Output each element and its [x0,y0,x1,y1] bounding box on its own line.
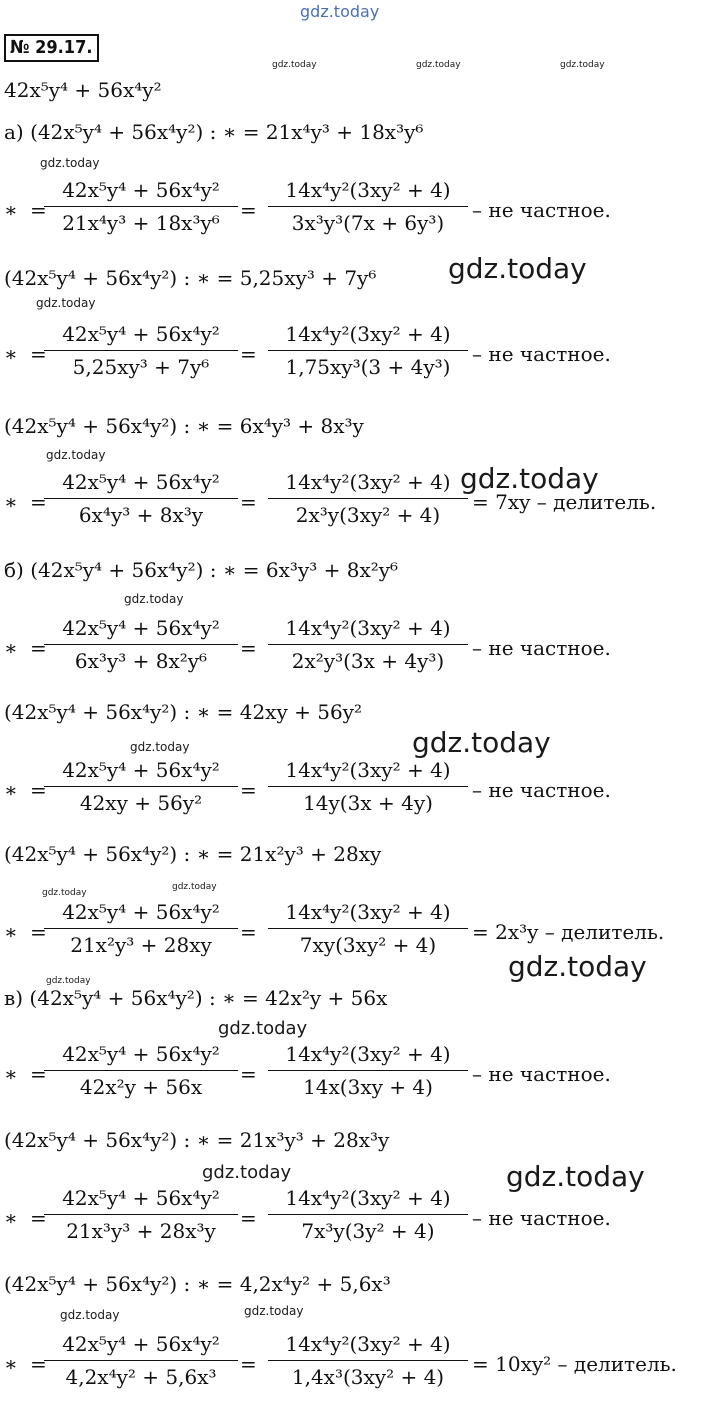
watermark: gdz.today [218,1018,308,1039]
denominator: 4,2x⁴y² + 5,6x³ [65,1365,217,1389]
equals-sign: = [30,1352,47,1376]
denominator: 14x(3xy + 4) [303,1075,433,1099]
equals-sign: = [240,1062,257,1086]
denominator: 14y(3x + 4y) [303,791,433,815]
part-header [4,414,364,438]
fraction-bar [268,644,468,645]
denominator: 6x⁴y³ + 8x³y [78,503,204,527]
equals-sign: = [240,1206,257,1230]
fraction-bar [44,498,238,499]
watermark: gdz.today [124,592,184,606]
numerator: 14x⁴y²(3xy² + 4) [285,616,451,640]
equals-sign: = [240,342,257,366]
equals-sign: = [30,198,47,222]
fraction-original [44,468,238,529]
division-statement: (42x⁵y⁴ + 56x⁴y²) : ∗ = 21x²y³ + 28xy [4,842,382,866]
watermark: gdz.today [448,252,587,285]
fraction-factored [268,1184,468,1245]
equals-sign: = [30,490,47,514]
part-header [4,986,387,1010]
watermark: gdz.today [272,60,317,70]
numerator: 42x⁵y⁴ + 56x⁴y² [62,470,220,494]
denominator: 7x³y(3y² + 4) [301,1219,435,1243]
fraction-factored [268,320,468,381]
denominator: 1,4x³(3xy² + 4) [291,1365,445,1389]
division-statement: (42x⁵y⁴ + 56x⁴y²) : ∗ = 42x²y + 56x [29,986,388,1010]
equals-sign: = [30,1206,47,1230]
fraction-factored [268,176,468,237]
fraction-original [44,1184,238,1245]
equals-sign: = [240,1352,257,1376]
denominator: 7xy(3xy² + 4) [299,933,437,957]
fraction-bar [44,644,238,645]
fraction-bar [268,1360,468,1361]
fraction-bar [268,206,468,207]
division-statement: (42x⁵y⁴ + 56x⁴y²) : ∗ = 4,2x⁴y² + 5,6x³ [4,1272,391,1296]
division-statement: (42x⁵y⁴ + 56x⁴y²) : ∗ = 6x⁴y³ + 8x³y [4,414,364,438]
fraction-factored [268,614,468,675]
numerator: 42x⁵y⁴ + 56x⁴y² [62,178,220,202]
fraction-original [44,1330,238,1391]
fraction-bar [268,928,468,929]
division-statement: (42x⁵y⁴ + 56x⁴y²) : ∗ = 21x⁴y³ + 18x³y⁶ [30,120,424,144]
part-label: в) [4,986,24,1010]
numerator: 42x⁵y⁴ + 56x⁴y² [62,616,220,640]
fraction-bar [44,1214,238,1215]
fraction-factored [268,468,468,529]
problem-number: № 29.17. [4,34,99,62]
equation-row [0,1040,706,1114]
conclusion: – не частное. [472,1062,611,1086]
equals-sign: = [30,636,47,660]
denominator: 21x³y³ + 28x³y [66,1219,216,1243]
denominator: 1,75xy³(3 + 4y³) [285,355,451,379]
part-header [4,266,376,290]
watermark: gdz.today [36,296,96,310]
watermark: gdz.today [60,1308,120,1322]
watermark: gdz.today [40,156,100,170]
equals-sign: = [30,342,47,366]
star-symbol: ∗ [4,1062,18,1086]
star-symbol: ∗ [4,1206,18,1230]
numerator: 14x⁴y²(3xy² + 4) [285,1186,451,1210]
equals-sign: = [30,920,47,944]
equation-row [0,320,706,394]
star-symbol: ∗ [4,198,18,222]
fraction-bar [268,1214,468,1215]
watermark: gdz.today [130,740,190,754]
fraction-original [44,898,238,959]
numerator: 42x⁵y⁴ + 56x⁴y² [62,1332,220,1356]
fraction-bar [44,350,238,351]
fraction-original [44,756,238,817]
numerator: 42x⁵y⁴ + 56x⁴y² [62,322,220,346]
fraction-original [44,614,238,675]
fraction-bar [44,786,238,787]
equation-row [0,756,706,830]
part-header [4,700,362,724]
watermark: gdz.today [202,1162,292,1183]
numerator: 42x⁵y⁴ + 56x⁴y² [62,758,220,782]
denominator: 5,25xy³ + 7y⁶ [72,355,210,379]
equals-sign: = [240,778,257,802]
equation-row [0,614,706,688]
given-expression: 42x⁵y⁴ + 56x⁴y² [4,78,162,102]
equation-row [0,468,706,542]
conclusion: – не частное. [472,778,611,802]
watermark: gdz.today [46,448,106,462]
equation-row [0,1184,706,1258]
denominator: 3x³y³(7x + 6y³) [291,211,445,235]
star-symbol: ∗ [4,490,18,514]
denominator: 42xy + 56y² [79,791,203,815]
part-header [4,1272,391,1296]
watermark: gdz.today [42,888,87,898]
watermark: gdz.today [506,1160,645,1193]
watermark: gdz.today [560,60,605,70]
star-symbol: ∗ [4,1352,18,1376]
fraction-factored [268,898,468,959]
watermark: gdz.today [172,882,217,892]
fraction-bar [268,786,468,787]
numerator: 14x⁴y²(3xy² + 4) [285,322,451,346]
equals-sign: = [30,778,47,802]
denominator: 6x³y³ + 8x²y⁶ [74,649,208,673]
equals-sign: = [30,1062,47,1086]
fraction-factored [268,1330,468,1391]
conclusion: = 10xy² – делитель. [472,1352,677,1376]
equation-row [0,1330,706,1404]
denominator: 2x²y³(3x + 4y³) [291,649,445,673]
numerator: 42x⁵y⁴ + 56x⁴y² [62,1042,220,1066]
fraction-bar [44,206,238,207]
conclusion: – не частное. [472,342,611,366]
fraction-bar [44,1070,238,1071]
equals-sign: = [240,920,257,944]
equation-row [0,176,706,250]
conclusion: – не частное. [472,198,611,222]
fraction-factored [268,1040,468,1101]
part-header [4,1128,389,1152]
conclusion: = 2x³y – делитель. [472,920,665,944]
fraction-bar [44,928,238,929]
star-symbol: ∗ [4,636,18,660]
division-statement: (42x⁵y⁴ + 56x⁴y²) : ∗ = 42xy + 56y² [4,700,362,724]
part-header [4,120,423,144]
part-label: б) [4,558,24,582]
denominator: 21x²y³ + 28xy [70,933,212,957]
fraction-bar [268,350,468,351]
equals-sign: = [240,490,257,514]
numerator: 14x⁴y²(3xy² + 4) [285,758,451,782]
part-header [4,558,398,582]
part-label: а) [4,120,24,144]
fraction-original [44,320,238,381]
watermark-top: gdz.today [300,2,380,21]
star-symbol: ∗ [4,778,18,802]
numerator: 42x⁵y⁴ + 56x⁴y² [62,900,220,924]
conclusion: – не частное. [472,1206,611,1230]
denominator: 2x³y(3xy² + 4) [295,503,441,527]
numerator: 14x⁴y²(3xy² + 4) [285,1042,451,1066]
watermark: gdz.today [46,976,91,986]
fraction-original [44,176,238,237]
part-header [4,842,381,866]
denominator: 42x²y + 56x [79,1075,203,1099]
star-symbol: ∗ [4,342,18,366]
numerator: 14x⁴y²(3xy² + 4) [285,1332,451,1356]
watermark: gdz.today [416,60,461,70]
division-statement: (42x⁵y⁴ + 56x⁴y²) : ∗ = 21x³y³ + 28x³y [4,1128,390,1152]
numerator: 14x⁴y²(3xy² + 4) [285,470,451,494]
conclusion: – не частное. [472,636,611,660]
equals-sign: = [240,198,257,222]
fraction-bar [268,1070,468,1071]
division-statement: (42x⁵y⁴ + 56x⁴y²) : ∗ = 6x³y³ + 8x²y⁶ [30,558,399,582]
denominator: 21x⁴y³ + 18x³y⁶ [62,211,220,235]
fraction-original [44,1040,238,1101]
conclusion: = 7xy – делитель. [472,490,657,514]
fraction-bar [44,1360,238,1361]
watermark: gdz.today [508,950,647,983]
fraction-bar [268,498,468,499]
watermark: gdz.today [244,1304,304,1318]
numerator: 14x⁴y²(3xy² + 4) [285,178,451,202]
equals-sign: = [240,636,257,660]
fraction-factored [268,756,468,817]
watermark: gdz.today [412,726,551,759]
numerator: 42x⁵y⁴ + 56x⁴y² [62,1186,220,1210]
division-statement: (42x⁵y⁴ + 56x⁴y²) : ∗ = 5,25xy³ + 7y⁶ [4,266,377,290]
star-symbol: ∗ [4,920,18,944]
watermark: gdz.today [460,462,599,495]
numerator: 14x⁴y²(3xy² + 4) [285,900,451,924]
